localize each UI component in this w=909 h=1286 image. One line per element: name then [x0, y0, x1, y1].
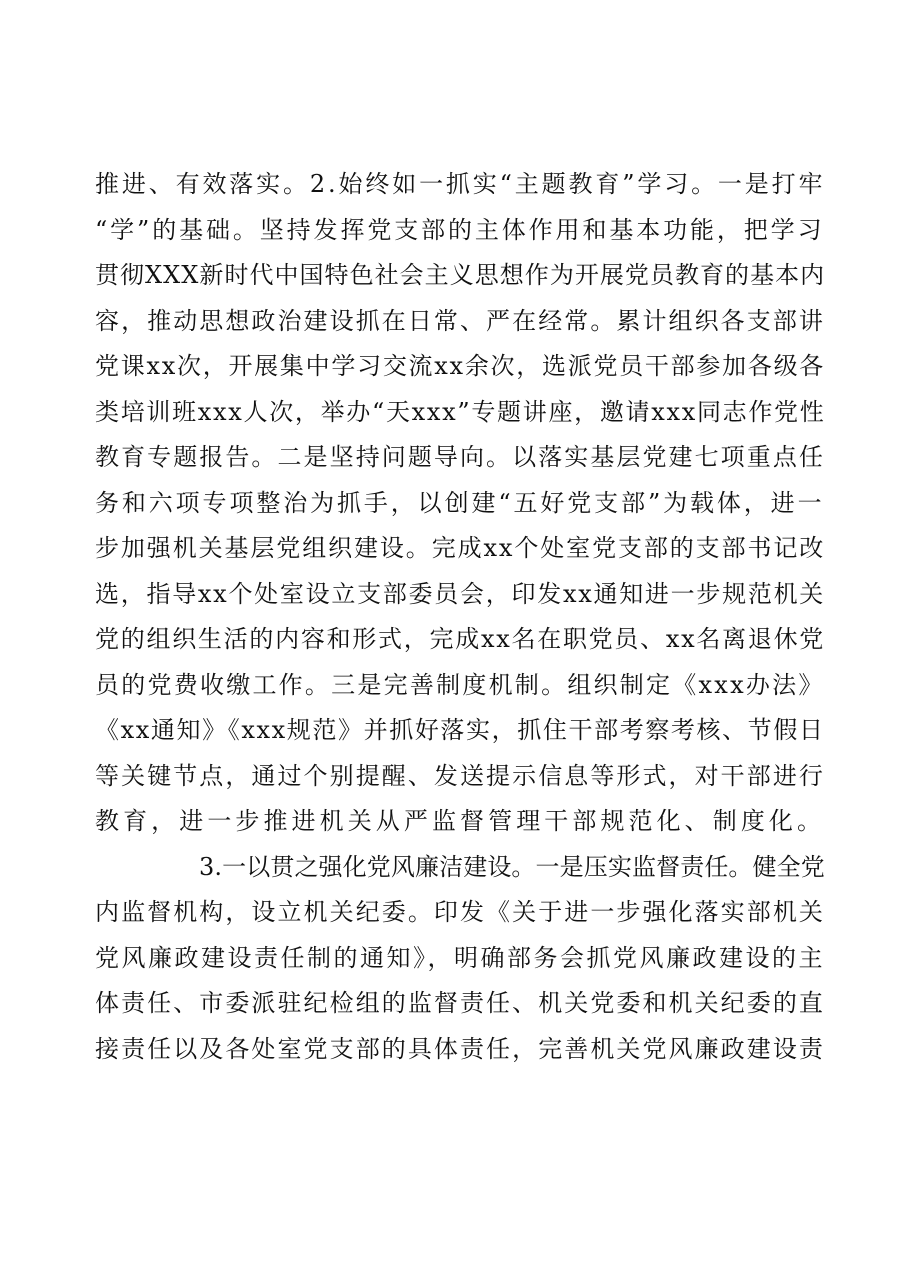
text-line: 选，指导xx个处室设立支部委员会，印发xx通知进一步规范机关 [95, 579, 826, 608]
text-line: 员的党费收缴工作。三是完善制度机制。组织制定《xxx办法》 [95, 670, 825, 699]
text-line: 类培训班xxx人次，举办“天xxx”专题讲座，邀请xxx同志作党性 [95, 397, 826, 426]
text-line: 推进、有效落实。2.始终如一抓实“主题教育”学习。一是打牢 [95, 170, 826, 198]
text-line: 党的组织生活的内容和形式，完成xx名在职党员、xx名离退休党 [95, 625, 826, 653]
text-line: 内监督机构，设立机关纪委。印发《关于进一步强化落实部机关 [95, 898, 825, 926]
text-line: 等关键节点，通过个别提醒、发送提示信息等形式，对干部进行 [95, 761, 825, 790]
text-line: 容，推动思想政治建设抓在日常、严在经常。累计组织各支部讲 [95, 306, 825, 335]
text-line: 务和六项专项整治为抓手，以创建“五好党支部”为载体，进一 [95, 488, 825, 517]
text-line: 教育专题报告。二是坚持问题导向。以落实基层党建七项重点任 [95, 443, 825, 471]
text-line: “学”的基础。坚持发挥党支部的主体作用和基本功能，把学习 [95, 215, 825, 244]
paragraph-heading-line: 3.一以贯之强化党风廉洁建设。一是压实监督责任。健全党 [199, 852, 825, 881]
text-line: 党风廉政建设责任制的通知》，明确部务会抓党风廉政建设的主 [95, 943, 825, 972]
text-line: 体责任、市委派驻纪检组的监督责任、机关党委和机关纪委的直 [95, 989, 825, 1017]
text-line: 党课xx次，开展集中学习交流xx余次，选派党员干部参加各级各 [95, 352, 826, 380]
text-line: 教育，进一步推进机关从严监督管理干部规范化、制度化。 [95, 807, 826, 835]
text-line: 贯彻XXX新时代中国特色社会主义思想作为开展党员教育的基本内 [95, 261, 826, 289]
text-line: 步加强机关基层党组织建设。完成xx个处室党支部的支部书记改 [95, 534, 826, 562]
text-line: 《xx通知》《xxx规范》并抓好落实，抓住干部考察考核、节假日 [95, 716, 825, 744]
text-line: 接责任以及各处室党支部的具体责任，完善机关党风廉政建设责 [95, 1034, 825, 1063]
